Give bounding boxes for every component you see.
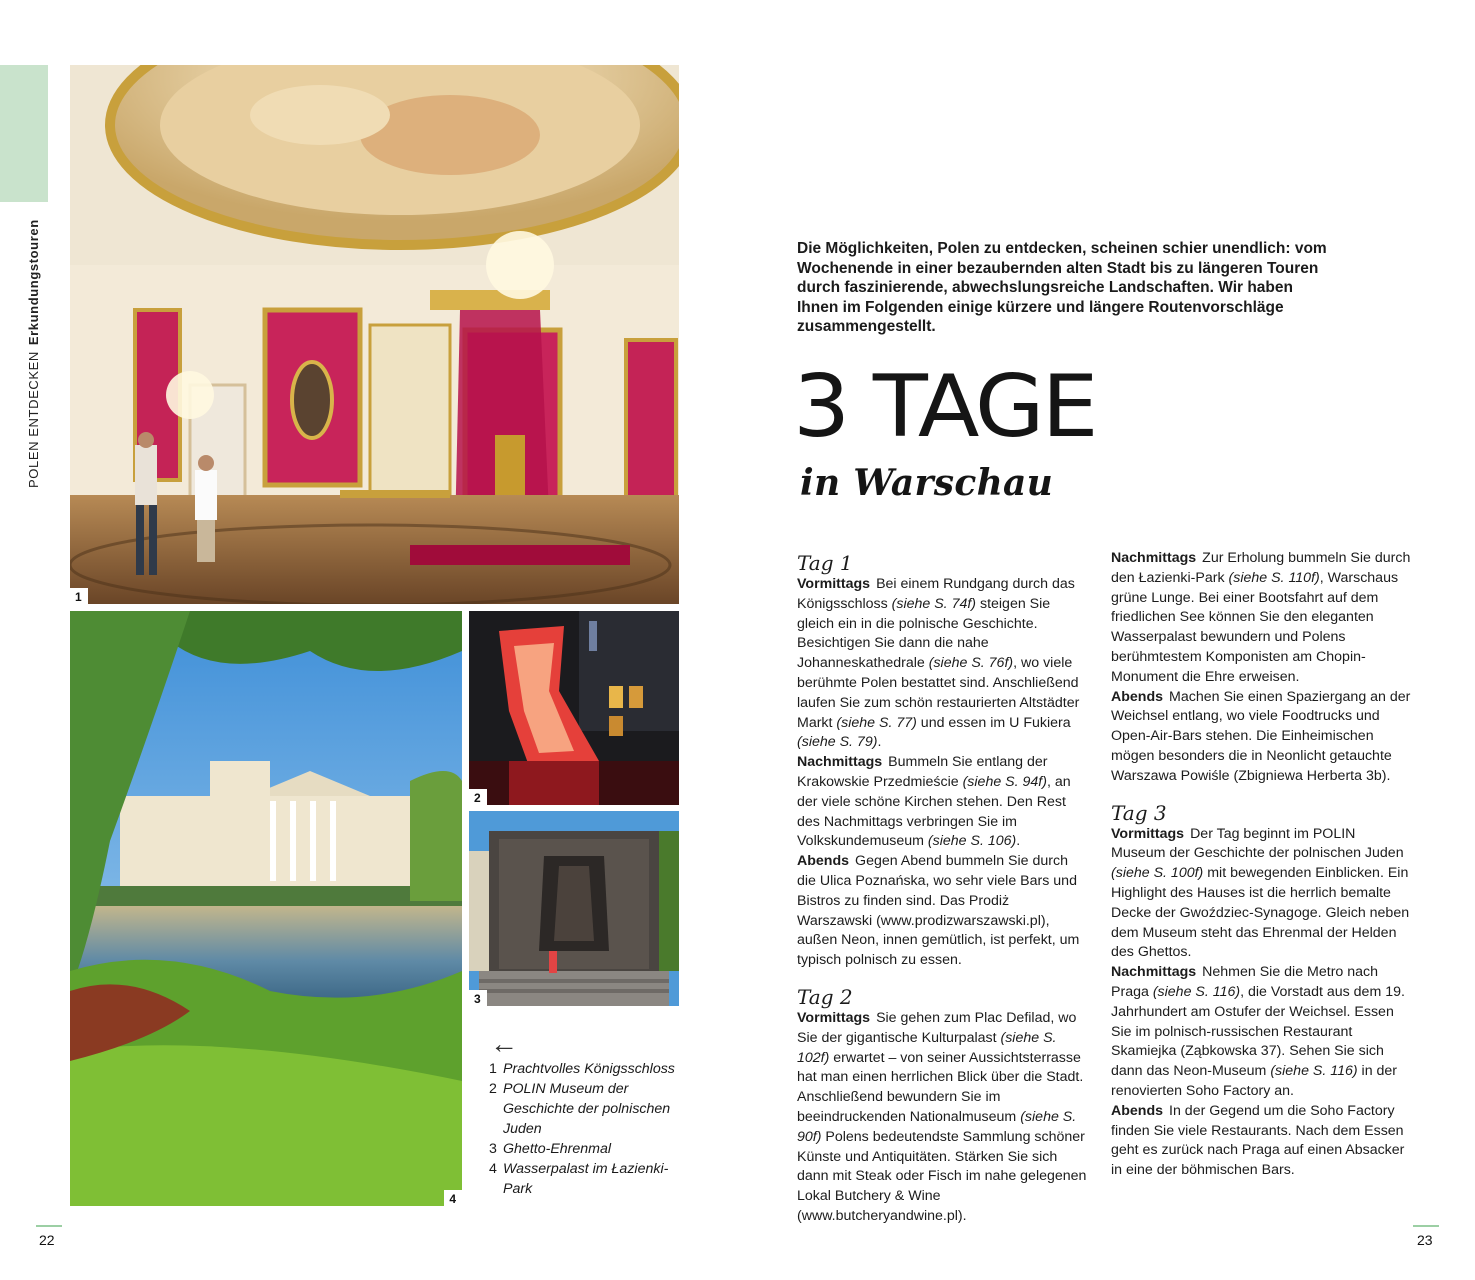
- running-header-chapter: Erkundungstouren: [26, 219, 41, 346]
- time-of-day-label: Vormittags: [797, 576, 871, 592]
- page-reference: (siehe S. 74f): [891, 595, 977, 612]
- intro-text: Die Möglichkeiten, Polen zu entdecken, scheinen schier unendlich: vom Wochenende in einer bezaubernden alten Stadt bis zu längeren Touren durch faszinierende, abwechslungsreiche Landschaften. Wir haben Ihnen im Folgenden einige kürzere und längere Routenvorschläge zusammengestellt.: [797, 240, 1327, 336]
- caption-number: 1: [489, 1061, 497, 1077]
- time-of-day-label: Nachmittags: [797, 754, 883, 771]
- page-reference: (siehe S. 110f): [1228, 569, 1320, 586]
- photo-royal-castle-interior: [70, 65, 679, 604]
- time-of-day-label: Abends: [1111, 1102, 1164, 1119]
- caption-text: Prachtvolles Königsschloss: [503, 1061, 675, 1077]
- day-heading: Tag 3: [1111, 800, 1167, 825]
- body-text: Gegen Abend bummeln Sie durch die Ulica Poznańska, wo sehr viele Bars und Bistros zu finden sind. Das Prodiż Warszawski (www.prodizwarszawski.pl), außen Neon, innen gemütlich, ist perfekt, um typisch polnisch zu essen.: [797, 853, 1080, 969]
- body-text: , Warschaus grüne Lunge. Bei einer Bootsfahrt auf dem friedlichen See können Sie den eleganten Wasserpalast bewundern und Polens berühmtestem Komponisten am Chopin-Monument die Ehre erweisen.: [1111, 569, 1399, 685]
- itinerary-paragraph: [1111, 549, 1411, 688]
- body-text: Nehmen Sie die Metro nach Praga: [1111, 964, 1379, 1000]
- caption-number: 4: [489, 1161, 497, 1177]
- body-text: erwartet – von seiner Aussichtsterrasse hat man einen herrlichen Blick über die Stadt. Anschließend bewundern Sie im beeindruckenden Nationalmuseum: [797, 1049, 1084, 1125]
- itinerary-paragraph: [797, 852, 1087, 971]
- body-text: Der Tag beginnt im POLIN Museum der Geschichte der polnischen Juden: [1111, 825, 1404, 862]
- page-number-right: 23: [1417, 1232, 1433, 1248]
- photo-ghetto-memorial: [469, 811, 679, 1006]
- time-of-day-label: Vormittags: [1111, 825, 1185, 842]
- photo-number-4: 4: [444, 1190, 462, 1206]
- text-column-right: [1111, 549, 1411, 1181]
- page-number-rule-right: [1413, 1225, 1439, 1227]
- arrow-left-icon: ←: [490, 1028, 518, 1059]
- photo-water-palace: [70, 611, 462, 1206]
- page-number-left: 22: [39, 1232, 55, 1248]
- page-number-rule-left: [36, 1225, 62, 1227]
- day-heading: Tag 2: [797, 984, 853, 1009]
- page-reference: (siehe S. 77): [836, 714, 917, 731]
- photo-polin-museum: [469, 611, 679, 805]
- itinerary-paragraph: [1111, 688, 1411, 787]
- day-heading: Tag 1: [797, 551, 853, 575]
- body-text: .: [1016, 833, 1021, 850]
- text-column-left: [797, 545, 1087, 1227]
- time-of-day-label: Nachmittags: [1111, 964, 1197, 981]
- time-of-day-label: Abends: [1111, 688, 1164, 705]
- page-subtitle: in Warschau: [800, 462, 1054, 504]
- body-text: Machen Sie einen Spaziergang an der Weichsel entlang, wo viele Foodtrucks und Open-Air-Bars stehen. Die Einheimischen mögen besonders die in Neonlicht getauchte Warszawa Powiśle (Zbigniewa Herberta 3b).: [1111, 688, 1411, 784]
- photo-number-3: 3: [469, 990, 487, 1006]
- body-text: Polens bedeutendste Sammlung schöner Künste und Antiquitäten. Stärken Sie sich dann mit Steak oder Fisch im nahe gelegenen Lokal Butchery & Wine (www.butcheryandwine.pl).: [797, 1128, 1087, 1224]
- body-text: Bummeln Sie entlang der Krakowskie Przedmieście: [797, 754, 1048, 790]
- page-reference: (siehe S. 106): [927, 833, 1017, 850]
- chapter-tab: [0, 65, 48, 202]
- body-text: Sie gehen zum Plac Defilad, wo Sie der gigantische Kulturpalast: [797, 1009, 1077, 1046]
- body-text: steigen Sie gleich ein in die polnische Geschichte. Besichtigen Sie dann die nahe Johanneskathedrale: [797, 595, 1051, 672]
- body-text: , an der viele schöne Kirchen stehen. Den Rest des Nachmittags verbringen Sie im Volkskundemuseum: [797, 773, 1071, 850]
- itinerary-paragraph: [1111, 1102, 1411, 1181]
- body-text: in der renovierten Soho Factory an.: [1111, 1063, 1398, 1099]
- page-reference: (siehe S. 76f): [928, 655, 1014, 672]
- running-header: [26, 219, 41, 488]
- body-text: Zur Erholung bummeln Sie durch den Łazienki-Park: [1111, 550, 1411, 586]
- caption-number: 2: [489, 1081, 497, 1097]
- time-of-day-label: Abends: [797, 853, 850, 870]
- page-reference: (siehe S. 102f): [797, 1029, 1057, 1066]
- time-of-day-label: Vormittags: [797, 1009, 871, 1026]
- caption-item: [489, 1139, 684, 1159]
- caption-text: Wasserpalast im Łazienki-Park: [503, 1161, 669, 1197]
- caption-item: [489, 1059, 684, 1079]
- page-reference: (siehe S. 100f): [1111, 865, 1204, 882]
- photo-captions: [489, 1059, 684, 1199]
- running-header-section: POLEN ENTDECKEN: [26, 351, 41, 488]
- caption-text: POLIN Museum der Geschichte der polnischen Juden: [503, 1081, 671, 1137]
- body-text: In der Gegend um die Soho Factory finden Sie viele Restaurants. Nach dem Essen geht es zurück nach Praga auf einen Absacker in eine der böhmischen Bars.: [1111, 1102, 1405, 1179]
- page-reference: (siehe S. 79): [797, 734, 878, 751]
- page-reference: (siehe S. 116): [1270, 1063, 1358, 1080]
- body-text: und essen im U Fukiera: [916, 714, 1071, 731]
- itinerary-paragraph: [1111, 963, 1411, 1102]
- photo-number-2: 2: [469, 789, 487, 805]
- body-text: mit bewegenden Einblicken. Ein Highlight des Hauses ist die herrlich bemalte Decke der Gwoździec-Synagoge. Gleich neben dem Museum steht das Ehrenmal der Helden des Ghettos.: [1111, 865, 1410, 961]
- page-title: 3 TAGE: [793, 357, 1096, 457]
- body-text: , wo viele berühmte Polen bestattet sind. Anschließend laufen Sie zum schön restaurierten Altstädter Markt: [797, 655, 1080, 731]
- body-text: .: [877, 734, 882, 751]
- itinerary-paragraph: [797, 753, 1087, 852]
- itinerary-paragraph: [1111, 825, 1411, 964]
- page-reference: (siehe S. 116): [1152, 983, 1241, 1000]
- caption-item: [489, 1159, 684, 1199]
- caption-item: [489, 1079, 684, 1139]
- body-text: Bei einem Rundgang durch das Königsschloss: [797, 576, 1075, 612]
- itinerary-paragraph: [797, 575, 1087, 753]
- time-of-day-label: Nachmittags: [1111, 550, 1197, 566]
- page-reference: (siehe S. 90f): [797, 1108, 1077, 1145]
- caption-number: 3: [489, 1141, 497, 1157]
- photo-number-1: 1: [70, 588, 88, 604]
- body-text: , die Vorstadt aus dem 19. Jahrhundert am Ostufer der Weichsel. Essen Sie im polnisch-russischen Restaurant Skamiejka (Ząbkowska 37). Sehen Sie sich dann das Neon-Museum: [1111, 983, 1405, 1080]
- caption-text: Ghetto-Ehrenmal: [503, 1141, 612, 1157]
- itinerary-paragraph: [797, 1009, 1087, 1227]
- page-reference: (siehe S. 94f): [962, 773, 1047, 790]
